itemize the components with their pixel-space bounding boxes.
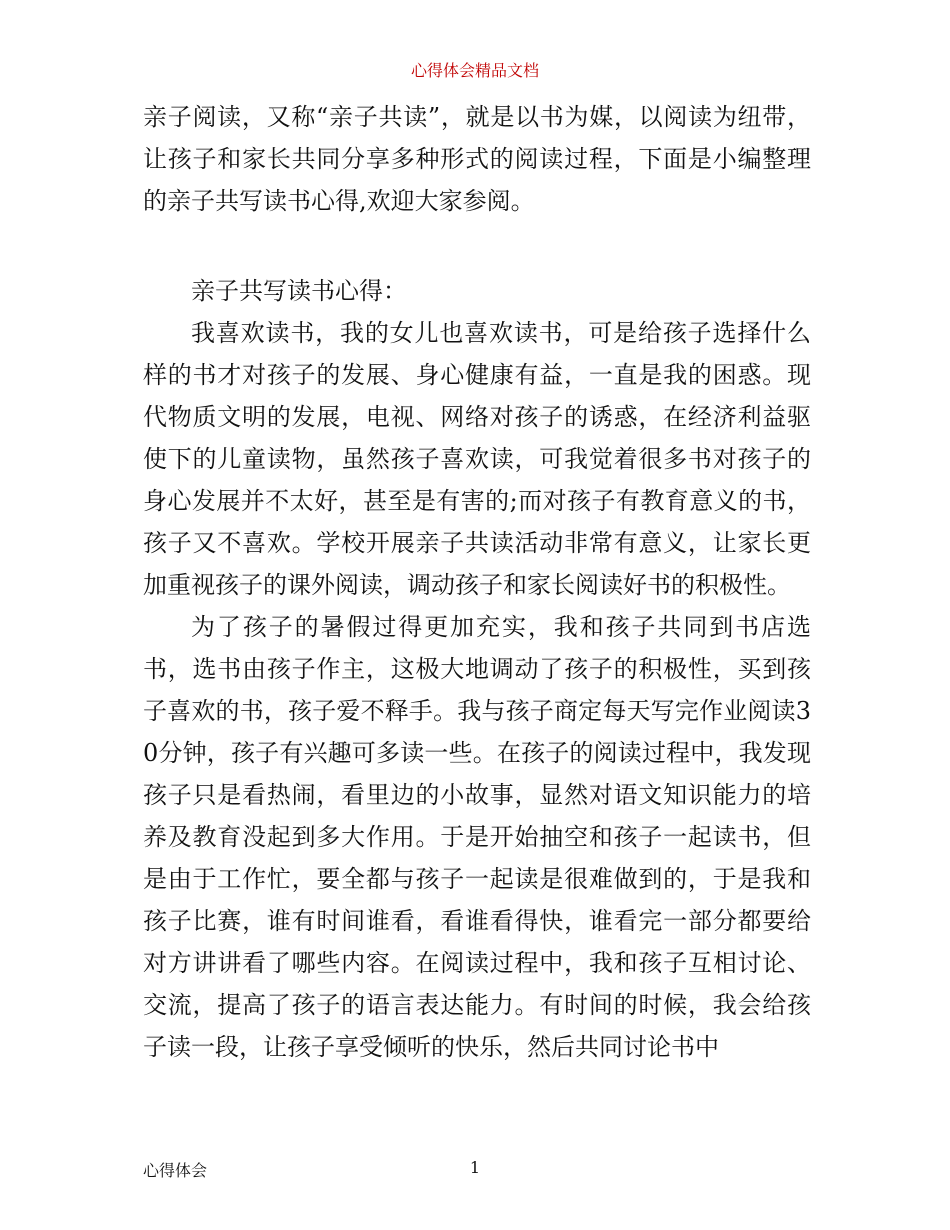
page-header-title: 心得体会精品文档 xyxy=(410,61,539,80)
document-body xyxy=(143,96,811,1068)
section-title: 亲子共写读书心得： xyxy=(191,277,407,305)
body-paragraph: 我喜欢读书，我的女儿也喜欢读书，可是给孩子选择什么样的书才对孩子的发展、身心健康有益，一直是我的困惑。现代物质文明的发展，电视、网络对孩子的诱惑，在经济利益驱使下的儿童读物，虽然孩子喜欢读，可我觉着很多书对孩子的身心发展并不太好，甚至是有害的;而对孩子有教育意义的书，孩子又不喜欢。学校开展亲子共读活动非常有意义，让家长更加重视孩子的课外阅读，调动孩子和家长阅读好书的积极性。 xyxy=(143,319,811,599)
page-number: 1 xyxy=(469,1158,481,1177)
body-paragraph: 为了孩子的暑假过得更加充实，我和孩子共同到书店选书，选书由孩子作主，这极大地调动了孩子的积极性，买到孩子喜欢的书，孩子爱不释手。我与孩子商定每天写完作业阅读30分钟，孩子有兴趣可多读一些。在孩子的阅读过程中，我发现孩子只是看热闹，看里边的小故事，显然对语文知识能力的培养及教育没起到多大作用。于是开始抽空和孩子一起读书，但是由于工作忙，要全都与孩子一起读是很难做到的，于是我和孩子比赛，谁有时间谁看，看谁看得快，谁看完一部分都要给对方讲讲看了哪些内容。在阅读过程中，我和孩子互相讨论、交流，提高了孩子的语言表达能力。有时间的时候，我会给孩子读一段，让孩子享受倾听的快乐，然后共同讨论书中 xyxy=(143,613,811,1061)
footer-label: 心得体会 xyxy=(143,1161,208,1180)
intro-paragraph: 亲子阅读，又称“亲子共读”，就是以书为媒，以阅读为纽带，让孩子和家长共同分享多种形式的阅读过程，下面是小编整理的亲子共写读书心得,欢迎大家参阅。 xyxy=(143,103,811,215)
